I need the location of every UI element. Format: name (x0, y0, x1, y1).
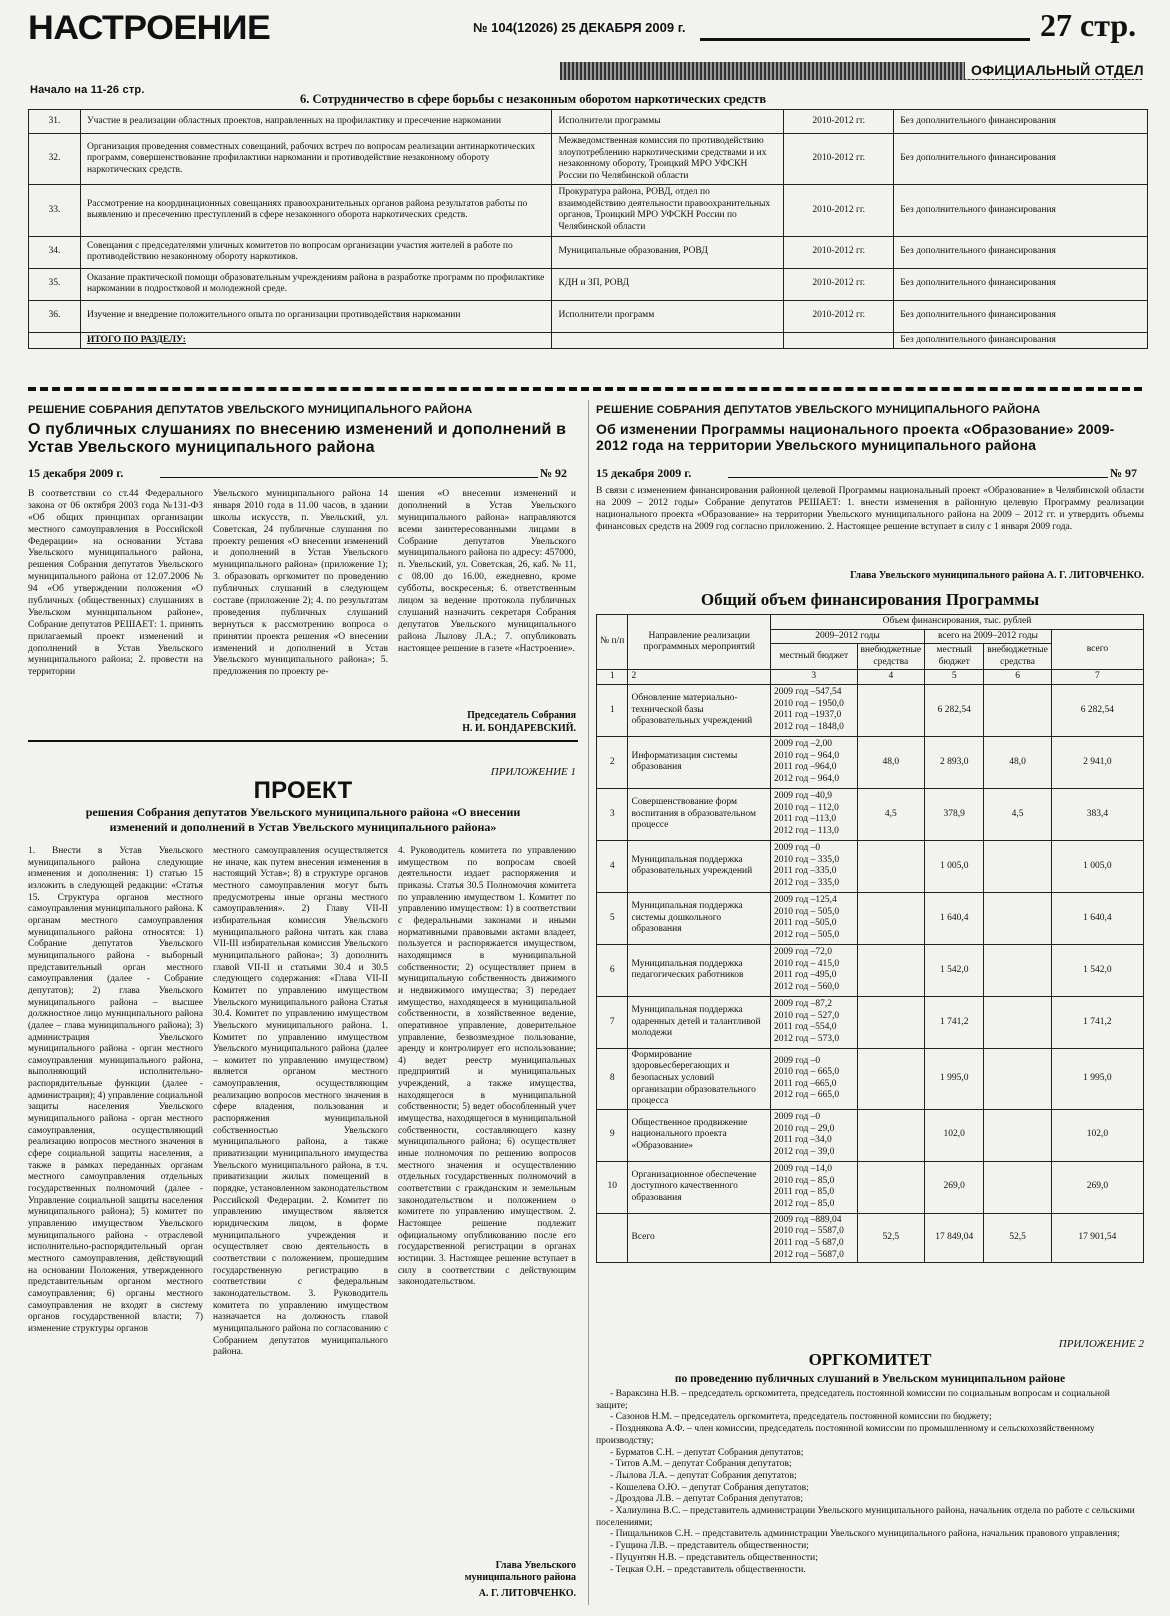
orgcom-member: - Тецкая О.Н. – представитель общественности. (610, 1563, 806, 1575)
plan-row-period: 2010-2012 гг. (784, 185, 894, 236)
funding-row-number (597, 1213, 628, 1262)
col-total-period-header: всего на 2009–2012 годы (925, 629, 1052, 644)
funding-row-number: 10 (597, 1161, 628, 1213)
decision92-col1: В соответствии со ст.44 Федерального закона от 06 октября 2003 года №131-ФЗ «Об общих принципах организации местного самоуправления в Российской Федерации» на основании Устава Увельского муниципального района, решения Собрания депутатов Увельского муниципального района от 12.07.2006 № 94 «Об утверждении положения «О публичных (общественных) слушаниях в Увельском муниципальном районе», Собрание депутатов РЕШАЕТ: 1. принять прилагаемый проект изменений и дополнений в Устав Увельского муниципального района; 2. провести на территории (28, 488, 203, 678)
funding-row-total: 1 005,0 (1051, 840, 1143, 892)
orgcom-member: - Гущина Л.В. – представитель общественности; (610, 1540, 809, 1552)
section-divider (28, 387, 1142, 391)
plan-row-number: 33. (29, 185, 81, 236)
funding-row-total: 1 542,0 (1051, 944, 1143, 996)
funding-row-extra (857, 892, 925, 944)
project-col1: 1. Внести в Устав Увельского муниципального района следующие изменения и дополнения: 1) статью 15 изложить в следующей редакции: «Статья 15. Структура органов местного самоуправления муниципального района. К органам местного самоуправления муниципального района относятся: 1) Собрание депутатов Увельского муниципального района - выборный представительный орган местного самоуправления (далее - Собрание депутатов); 2) глава Увельского муниципального района – высшее должностное лицо муниципального района (далее – глава муниципального района); 3) администрация Увельского муниципального района - орган местного самоуправления муниципального района, выполняющий исполнительно-распорядительные функции (далее - администрация); 4) управление социальной защиты населения Увельского муниципального района - орган местного самоуправления, осуществляющий реализацию вопросов местного значения в сфере социальной защиты населения, а также в рамках переданных органам местного самоуправления отдельных государственных полномочий (далее - Управление социальной защиты населения муниципального района); 5) комитет по управлению имуществом Увельского муниципального района - отраслевой исполнительно-распорядительный орган местного самоуправления, действующий на основании Положения, утвержденного представительным органом местного самоуправления; 6) органы местного самоуправления не входят в систему органов государственной власти; 7) изменение структуры органов (28, 846, 204, 1334)
funding-row-years: 2009 год –0 2010 год – 335,0 2011 год –335,0 2012 год – 335,0 (770, 840, 857, 892)
funding-row-number: 3 (597, 788, 628, 840)
plan-row-period (784, 332, 894, 349)
funding-row (597, 1048, 1144, 1109)
funding-row-years: 2009 год –125,4 2010 год – 505,0 2011 год –505,0 2012 год – 505,0 (770, 892, 857, 944)
funding-row-direction: Муниципальная поддержка одаренных детей и талантливой молодежи (628, 996, 770, 1048)
plan-row-period: 2010-2012 гг. (784, 300, 894, 332)
appendix2-label: ПРИЛОЖЕНИЕ 2 (1058, 1338, 1144, 1350)
funding-row-extra-total: 4,5 (984, 788, 1052, 840)
plan-row (29, 185, 1148, 236)
funding-row-local-total: 6 282,54 (925, 684, 984, 736)
funding-row-years: 2009 год –87,2 2010 год – 527,0 2011 год –554,0 2012 год – 573,0 (770, 996, 857, 1048)
funding-row-local-total: 1 995,0 (925, 1048, 984, 1109)
col-index: 4 (857, 670, 925, 685)
funding-row-extra-total: 48,0 (984, 736, 1052, 788)
funding-row-total: 17 901,54 (1051, 1213, 1143, 1262)
plan-row-financing: Без дополнительного финансирования (894, 332, 1148, 349)
funding-row-years: 2009 год –72,0 2010 год – 415,0 2011 год –495,0 2012 год – 560,0 (770, 944, 857, 996)
funding-row (597, 892, 1144, 944)
plan-row-financing: Без дополнительного финансирования (894, 300, 1148, 332)
col-index: 3 (770, 670, 857, 685)
plan-row-action: Участие в реализации областных проектов, направленных на профилактику и пресечение наркомании (80, 110, 552, 134)
col-local2-header: местный бюджет (925, 644, 984, 670)
funding-row-local-total: 1 640,4 (925, 892, 984, 944)
decision97-body: В связи с изменением финансирования районной целевой Программы национальный проект «Образование» в Челябинской области на 2009 – 2012 годы» Собрание депутатов РЕШАЕТ: 1. внести изменения в районную целевую Программу реализации национального проекта «Образование» на территории Увельского муниципального района на 2009 – 2012 гг. и утвердить объемы финансовых средств на 2009 год согласно приложению. 2. Настоящее решение вступает в силу с 1 января 2009 года. (596, 485, 1144, 532)
col-index: 6 (984, 670, 1052, 685)
plan-row (29, 236, 1148, 268)
funding-row-direction: Муниципальная поддержка системы дошкольного образования (628, 892, 770, 944)
orgcom-member: - Пищальников С.Н. – представитель администрации Увельского муниципального района, начальник правового управления; (610, 1528, 1120, 1540)
funding-row-number: 2 (597, 736, 628, 788)
col-index: 7 (1051, 670, 1143, 685)
col-extra2-header: внебюджетные средства (984, 644, 1052, 670)
funding-row-extra-total (984, 1048, 1052, 1109)
funding-row-total: 2 941,0 (1051, 736, 1143, 788)
continued-note: Начало на 11-26 стр. (30, 84, 145, 96)
plan-row (29, 134, 1148, 185)
plan-row-period: 2010-2012 гг. (784, 236, 894, 268)
masthead-rule (700, 38, 1030, 41)
decision92-col2: Увельского муниципального района 14 января 2010 года в 11.00 часов, в здании школы искусств, п. Увельский, ул. Советская, 24 публичные слушания по проекту решения «О внесении изменений и дополнений в Устав Увельского муниципального района» (приложение 1); 3. образовать оргкомитет по проведению публичных слушаний в следующем составе (приложение 2); 4. по результатам проведения публичных слушаний вернуться к рассмотрению вопроса о принятии проекта решения «О внесении изменений и дополнений в Устав Увельского муниципального района»; 5. предложения по проекту ре- (213, 488, 388, 678)
funding-row-local-total: 1 741,2 (925, 996, 984, 1048)
decision92-sign-title: Председатель Собрания (467, 710, 576, 721)
plan-row-period: 2010-2012 гг. (784, 110, 894, 134)
funding-row-total: 383,4 (1051, 788, 1143, 840)
col-total-header: всего (1051, 629, 1143, 670)
col-period-header: 2009–2012 годы (770, 629, 924, 644)
plan-row-period: 2010-2012 гг. (784, 268, 894, 300)
funding-row-extra (857, 684, 925, 736)
section-title: ОФИЦИАЛЬНЫЙ ОТДЕЛ (965, 62, 1150, 79)
plan-row-financing: Без дополнительного финансирования (894, 268, 1148, 300)
funding-row-years: 2009 год –40,9 2010 год – 112,0 2011 год –113,0 2012 год – 113,0 (770, 788, 857, 840)
funding-row (597, 736, 1144, 788)
orgcom-member: - Титов А.М. – депутат Собрания депутатов; (610, 1458, 792, 1470)
plan-row-executor: Межведомственная комиссия по противодействию злоупотреблению наркотическими средствами и их незаконному обороту, Троицкий МРО УФСКН России по Челябинской области (552, 134, 784, 185)
funding-row (597, 944, 1144, 996)
funding-row-extra (857, 840, 925, 892)
funding-row-direction: Всего (628, 1213, 770, 1262)
plan-row-period: 2010-2012 гг. (784, 134, 894, 185)
funding-row-years: 2009 год –889,04 2010 год – 5587,0 2011 год –5 687,0 2012 год – 5687,0 (770, 1213, 857, 1262)
plan-row-financing: Без дополнительного финансирования (894, 236, 1148, 268)
decision92-date: 15 декабря 2009 г. (28, 466, 124, 480)
plan-row-number: 34. (29, 236, 81, 268)
funding-row-direction: Организационное обеспечение доступного качественного образования (628, 1161, 770, 1213)
orgcom-member: - Сазонов Н.М. – председатель оргкомитета, председатель постоянной комиссии по бюджету; (610, 1411, 992, 1423)
funding-row-extra-total (984, 996, 1052, 1048)
funding-row-total: 1 995,0 (1051, 1048, 1143, 1109)
decision97-date: 15 декабря 2009 г. (596, 466, 692, 480)
col-dir-header: Направление реализации программных мероприятий (628, 615, 770, 670)
plan-row-executor: Исполнители программы (552, 110, 784, 134)
plan-row (29, 110, 1148, 134)
funding-row-total: 102,0 (1051, 1109, 1143, 1161)
plan-row-financing: Без дополнительного финансирования (894, 185, 1148, 236)
decision92-kicker: РЕШЕНИЕ СОБРАНИЯ ДЕПУТАТОВ УВЕЛЬСКОГО МУНИЦИПАЛЬНОГО РАЙОНА (28, 404, 473, 416)
orgcom-member: - Лылова Л.А. – депутат Собрания депутатов; (610, 1469, 797, 1481)
plan-row (29, 332, 1148, 349)
col-local-header: местный бюджет (770, 644, 857, 670)
project-subtitle: решения Собрания депутатов Увельского муниципального района «О внесении изменений и дополнений в Устав Увельского муниципального района» (85, 805, 521, 834)
appendix1-label: ПРИЛОЖЕНИЕ 1 (490, 766, 576, 778)
funding-row-number: 1 (597, 684, 628, 736)
plan-row-number: 35. (29, 268, 81, 300)
plan-row-action: Совещания с председателями уличных комитетов по вопросам организации участия жителей в работе по противодействию незаконному обороту наркотиков. (80, 236, 552, 268)
funding-row-years: 2009 год –14,0 2010 год – 85,0 2011 год – 85,0 2012 год – 85,0 (770, 1161, 857, 1213)
project-col3: 4. Руководитель комитета по управлению имуществом по вопросам своей деятельности издает распоряжения и приказы. Статья 30.5 Полномочия комитета по управлению имуществом 1. Комитет по управлению имуществом: 1) в соответствии с федеральными законами и иными нормативными правовыми актами владеет, пользуется и распоряжается имуществом, находящимся в муниципальной собственности; 2) осуществляет прием в муниципальную собственность движимого и недвижимого имущества; 3) передает имущество, находящееся в муниципальной собственности, в хозяйственное ведение, оперативное управление, доверительное управление, безвозмездное пользование, аренду и контролирует его использование; 4) ведет реестр муниципальных предприятий и муниципальных учреждений, а также имущества, находящегося в муниципальной собственности; 5) ведет обособленный учет имущества, находящегося в муниципальной собственности, составляющего казну муниципального района; 6) осуществляет иные полномочия по решению вопросов местного значения и осуществлению отдельных государственных полномочий в соответствии с гражданским и земельным законодательством и положением о комитете по управлению имуществом. 2. Настоящее решение подлежит официальному опубликованию после его государственной регистрации в органах юстиции. 3. Настоящее решение вступает в силу в соответствии с действующим законодательством. (398, 846, 576, 1288)
funding-row-direction: Муниципальная поддержка педагогических работников (628, 944, 770, 996)
decision97-date-rule (728, 477, 1108, 478)
col-extra-header: внебюджетные средства (857, 644, 925, 670)
funding-row-total: 269,0 (1051, 1161, 1143, 1213)
funding-row-extra (857, 944, 925, 996)
project-title: ПРОЕКТ (253, 777, 353, 804)
plan-row-executor: КДН и ЗП, РОВД (552, 268, 784, 300)
funding-row-extra-total (984, 1109, 1052, 1161)
funding-row-direction: Совершенствование форм воспитания в образовательном процессе (628, 788, 770, 840)
funding-row-extra-total (984, 944, 1052, 996)
funding-row-local-total: 17 849,04 (925, 1213, 984, 1262)
col-index: 5 (925, 670, 984, 685)
plan-row (29, 300, 1148, 332)
plan-table (28, 109, 1148, 349)
funding-row-extra: 4,5 (857, 788, 925, 840)
plan-row-number: 32. (29, 134, 81, 185)
funding-row-number: 5 (597, 892, 628, 944)
col-num-header: № п/п (597, 615, 628, 670)
funding-row (597, 684, 1144, 736)
funding-row-years: 2009 год –2,00 2010 год – 964,0 2011 год –964,0 2012 год – 964,0 (770, 736, 857, 788)
project-col2: местного самоуправления осуществляется не иначе, как путем внесения изменения в настоящий Устав»; 8) в структуре органов местного самоуправления могут быть предусмотрены иные органы местного самоуправления». 2) Главу VII-II избирательная комиссия Увельского муниципального района читать как глава VII-III избирательная комиссия Увельского муниципального района»; 3) дополнить главой VII-II и статьями 30.4 и 30.5 следующего содержания: «Глава VII-II Комитет по управлению имуществом Увельского муниципального района Статья 30.4. Комитет по управлению имуществом Увельского муниципального района. 1. Комитет по управлению имуществом Увельского муниципального района (далее – комитет по управлению имуществом) является органом местного самоуправления, осуществляющим реализацию вопросов местного значения в сфере владения, пользования и распоряжения муниципальной собственностью Увельского муниципального района, а также приватизации муниципального имущества Увельского муниципального района, в т.ч. приватизации жилых помещений в порядке, установленном законодательством Российской Федерации. 2. Комитет по управлению имуществом является юридическим лицом, в форме муниципального учреждения и осуществляет свою деятельность в соответствии с положением, прошедшим государственную регистрацию в соответствии с федеральным законодательством. 3. Руководитель комитета по управлению имуществом назначается на должность главой муниципального района по согласованию с Собранием депутатов муниципального района. (213, 846, 388, 1358)
plan-row-action: Организация проведения совместных совещаний, рабочих встреч по вопросам реализации антинаркотических программ, совершенствование профилактики наркомании и противодействие незаконному обороту наркотических средств. (80, 134, 552, 185)
funding-row-extra (857, 1161, 925, 1213)
decision92-sign-name: Н. И. БОНДАРЕВСКИЙ. (462, 723, 576, 734)
project-sign-title: Глава Увельского муниципального района (464, 1560, 576, 1584)
funding-row-direction: Формирование здоровьесберегающих и безопасных условий организации образовательного процесса (628, 1048, 770, 1109)
funding-row-extra-total (984, 684, 1052, 736)
funding-row (597, 1109, 1144, 1161)
funding-row (597, 840, 1144, 892)
funding-row-extra (857, 996, 925, 1048)
decision92-title: О публичных слушаниях по внесению изменений и дополнений в Устав Увельского муниципального района (28, 421, 567, 457)
col-index: 1 (597, 670, 628, 685)
decision97-number: № 97 (1110, 466, 1138, 480)
plan-row-action: Рассмотрение на координационных совещаниях правоохранительных органов района результатов работы по выявлению и пресечению преступлений в сфере незаконного оборота наркотических средств. (80, 185, 552, 236)
plan-row-financing: Без дополнительного финансирования (894, 110, 1148, 134)
plan-row-financing: Без дополнительного финансирования (894, 134, 1148, 185)
issue-line: № 104(12026) 25 ДЕКАБРЯ 2009 г. (473, 20, 686, 35)
plan-row-action: ИТОГО ПО РАЗДЕЛУ: (80, 332, 552, 349)
plan-row-action: Оказание практической помощи образовательным учреждениям района в разработке программ по профилактике наркомании в подростковой и молодежной среде. (80, 268, 552, 300)
funding-row-extra: 52,5 (857, 1213, 925, 1262)
funding-row (597, 788, 1144, 840)
decision97-kicker: РЕШЕНИЕ СОБРАНИЯ ДЕПУТАТОВ УВЕЛЬСКОГО МУНИЦИПАЛЬНОГО РАЙОНА (596, 404, 1041, 416)
funding-row-number: 7 (597, 996, 628, 1048)
funding-row-local-total: 269,0 (925, 1161, 984, 1213)
plan-row-number: 36. (29, 300, 81, 332)
funding-row (597, 1161, 1144, 1213)
plan-row-action: Изучение и внедрение положительного опыта по организации противодействия наркомании (80, 300, 552, 332)
page-number: 27 стр. (1040, 7, 1137, 43)
decision92-col3: шения «О внесении изменений и дополнений в Устав Увельского муниципального района» направляются всеми заинтересованными лицами в Собрание депутатов Увельского муниципального района по адресу: 457000, п. Увельский, ул. Советская, 26, каб. № 11, с 08.00 до 16.00, ежедневно, кроме субботы, воскресенья; 6. ответственным лицом за ведение протокола публичных слушаний назначить секретаря Собрания депутатов Увельского муниципального района Лылову Л.А.; 7. опубликовать настоящее решение в газете «Настроение». (398, 488, 576, 654)
funding-row-years: 2009 год –0 2010 год – 29,0 2011 год –34,0 2012 год – 39,0 (770, 1109, 857, 1161)
funding-row-extra: 48,0 (857, 736, 925, 788)
funding-row-years: 2009 год –0 2010 год – 665,0 2011 год –665,0 2012 год – 665,0 (770, 1048, 857, 1109)
orgcom-member: - Позднякова А.Ф. – член комиссии, председатель постоянной комиссии по промышленному и сельскохозяйственному производству; (596, 1423, 1095, 1446)
decision92-number: № 92 (540, 466, 568, 480)
orgcom-member: - Халиулина В.С. – представитель администрации Увельского муниципального района, начальник отдела по работе с сельскими поселениями; (596, 1505, 1135, 1528)
funding-row (597, 1213, 1144, 1262)
funding-row-extra-total (984, 892, 1052, 944)
funding-row-extra (857, 1048, 925, 1109)
funding-row-extra-total (984, 840, 1052, 892)
orgcom-subtitle: по проведению публичных слушаний в Увельском муниципальном районе (674, 1373, 1066, 1385)
funding-row-number: 6 (597, 944, 628, 996)
funding-row-extra (857, 1109, 925, 1161)
plan-row-executor: Муниципальные образования, РОВД (552, 236, 784, 268)
orgcom-members (596, 1388, 1144, 1575)
funding-row-total: 6 282,54 (1051, 684, 1143, 736)
plan-row-number (29, 332, 81, 349)
project-sign-name: А. Г. ЛИТОВЧЕНКО. (478, 1588, 576, 1599)
column-divider (588, 400, 589, 1605)
orgcom-member: - Дроздова Л.В. – депутат Собрания депутатов; (610, 1493, 804, 1505)
funding-row-total: 1 741,2 (1051, 996, 1143, 1048)
funding-row-number: 8 (597, 1048, 628, 1109)
plan-row (29, 268, 1148, 300)
orgcom-title: ОРГКОМИТЕТ (808, 1350, 932, 1369)
funding-row-direction: Информатизация системы образования (628, 736, 770, 788)
funding-title: Общий объем финансирования Программы (700, 590, 1040, 609)
funding-row-years: 2009 год –547,54 2010 год – 1950,0 2011 год –1937,0 2012 год – 1848,0 (770, 684, 857, 736)
funding-row-local-total: 1 542,0 (925, 944, 984, 996)
funding-row (597, 996, 1144, 1048)
orgcom-member: - Бурматов С.Н. – депутат Собрания депутатов; (610, 1446, 804, 1458)
plan-row-executor: Исполнители программ (552, 300, 784, 332)
funding-row-local-total: 1 005,0 (925, 840, 984, 892)
plan-row-executor (552, 332, 784, 349)
decision92-date-rule (160, 477, 538, 478)
plan-row-number: 31. (29, 110, 81, 134)
orgcom-member: - Пуцунтян Н.В. – представитель общественности; (610, 1551, 818, 1563)
funding-row-direction: Муниципальная поддержка образовательных учреждений (628, 840, 770, 892)
funding-row-direction: Общественное продвижение национального проекта «Образование» (628, 1109, 770, 1161)
plan-heading: 6. Сотрудничество в сфере борьбы с незаконным оборотом наркотических средств (300, 92, 767, 106)
funding-row-local-total: 102,0 (925, 1109, 984, 1161)
funding-row-number: 9 (597, 1109, 628, 1161)
funding-row-extra-total: 52,5 (984, 1213, 1052, 1262)
decision97-title: Об изменении Программы национального проекта «Образование» 2009-2012 года на территории Увельского муниципального района (596, 421, 1115, 454)
funding-row-total: 1 640,4 (1051, 892, 1143, 944)
funding-row-direction: Обновление материально-технической базы образовательных учреждений (628, 684, 770, 736)
col-volume-header: Объем финансирования, тыс. рублей (770, 615, 1143, 630)
funding-row-extra-total (984, 1161, 1052, 1213)
decision97-sign: Глава Увельского муниципального района А. Г. ЛИТОВЧЕНКО. (850, 570, 1144, 581)
col-index: 2 (628, 670, 770, 685)
funding-row-local-total: 378,9 (925, 788, 984, 840)
orgcom-member: - Вараксина Н.В. – председатель оргкомитета, председатель постоянной комиссии по социальным вопросам и социальной защите; (596, 1388, 1110, 1411)
plan-row-executor: Прокуратура района, РОВД, отдел по взаимодействию деятельности правоохранительных органов, Троицкий МРО УФСКН России по Челябинской области (552, 185, 784, 236)
funding-row-local-total: 2 893,0 (925, 736, 984, 788)
newspaper-brand: НАСТРОЕНИЕ (28, 9, 271, 47)
funding-table (596, 614, 1144, 1263)
decision92-bottom-rule (28, 740, 578, 742)
orgcom-member: - Кошелева О.Ю. – депутат Собрания депутатов; (610, 1481, 809, 1493)
funding-row-number: 4 (597, 840, 628, 892)
